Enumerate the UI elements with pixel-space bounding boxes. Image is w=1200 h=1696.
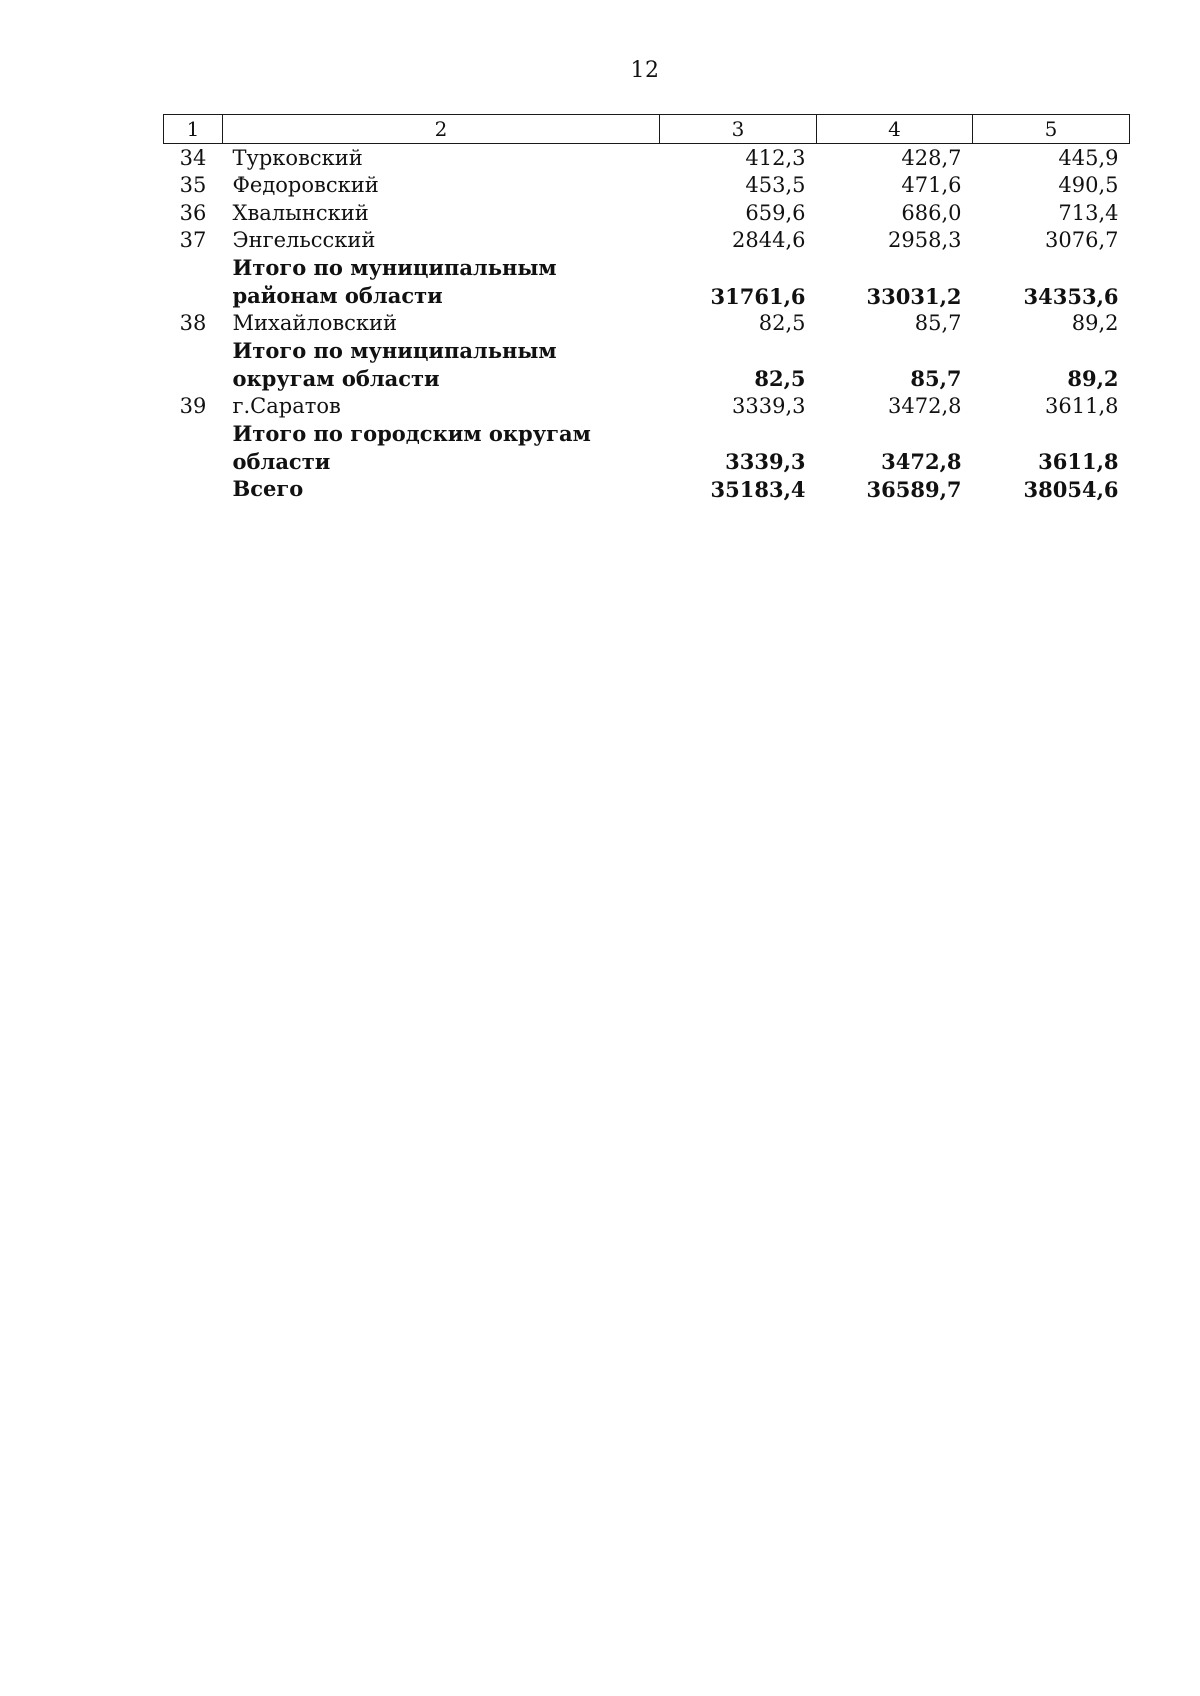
- row-value-col5: 713,4: [1058, 200, 1119, 225]
- table-row: [164, 172, 1130, 200]
- row-value-col4: 3472,8: [881, 449, 962, 475]
- table-header-row: [164, 115, 1130, 144]
- row-value-col5: 3611,8: [1045, 393, 1119, 418]
- row-value-col4: 85,7: [910, 366, 962, 392]
- row-number: 38: [179, 311, 207, 336]
- row-value-col3: 412,3: [745, 145, 806, 170]
- table-row: [164, 199, 1130, 227]
- subtotal-row-municipal-okrugs: [164, 337, 1130, 392]
- row-name: Итого по муниципальным округам области: [232, 338, 557, 391]
- row-value-col3: 82,5: [754, 366, 806, 392]
- row-value-col5: 3611,8: [1038, 449, 1119, 475]
- row-value-col4: 85,7: [914, 311, 962, 336]
- subtotal-row-districts: [164, 254, 1130, 309]
- row-number: 34: [179, 145, 207, 170]
- row-value-col3: 3339,3: [732, 393, 806, 418]
- row-value-col4: 33031,2: [866, 283, 962, 309]
- row-value-col4: 428,7: [901, 145, 962, 170]
- row-value-col5: 89,2: [1071, 311, 1119, 336]
- column-header-4: 4: [817, 115, 973, 144]
- row-value-col3: 35183,4: [710, 476, 806, 502]
- row-number: 35: [179, 173, 207, 198]
- row-value-col4: 3472,8: [888, 393, 962, 418]
- table-row: [164, 310, 1130, 338]
- column-header-1: 1: [164, 115, 223, 144]
- page-number: 12: [630, 58, 660, 83]
- row-value-col4: 2958,3: [888, 228, 962, 253]
- row-name: Хвалынский: [232, 200, 369, 225]
- row-value-col4: 686,0: [901, 200, 962, 225]
- row-value-col5: 490,5: [1058, 173, 1119, 198]
- data-table: [163, 114, 1130, 503]
- row-name: Энгельсский: [232, 228, 376, 253]
- row-number: [164, 420, 223, 475]
- row-number: 37: [179, 228, 207, 253]
- subtotal-row-city-okrugs: [164, 420, 1130, 475]
- row-value-col5: 3076,7: [1045, 228, 1119, 253]
- data-table-container: [163, 114, 1129, 503]
- row-value-col5: 38054,6: [1023, 476, 1119, 502]
- row-number: 39: [179, 393, 207, 418]
- grand-total-row: [164, 475, 1130, 503]
- table-row: [164, 227, 1130, 255]
- row-value-col3: 3339,3: [725, 449, 806, 475]
- column-header-3: 3: [660, 115, 817, 144]
- row-name: Всего: [232, 476, 304, 502]
- row-value-col4: 36589,7: [866, 476, 962, 502]
- row-value-col4: 471,6: [901, 173, 962, 198]
- row-number: 36: [179, 200, 207, 225]
- row-value-col3: 31761,6: [710, 283, 806, 309]
- row-value-col3: 453,5: [745, 173, 806, 198]
- row-name: Турковский: [232, 145, 363, 170]
- row-number: [164, 254, 223, 309]
- row-number: [164, 475, 223, 503]
- row-name: Итого по городским округам области: [232, 420, 591, 474]
- row-value-col3: 82,5: [758, 311, 806, 336]
- row-value-col3: 659,6: [745, 200, 806, 225]
- row-value-col3: 2844,6: [732, 228, 806, 253]
- row-value-col5: 34353,6: [1023, 283, 1119, 309]
- row-name: г.Саратов: [232, 393, 341, 418]
- table-row: [164, 392, 1130, 420]
- row-name: Федоровский: [232, 173, 379, 198]
- column-header-5: 5: [973, 115, 1130, 144]
- row-value-col5: 445,9: [1058, 145, 1119, 170]
- row-name: Итого по муниципальным районам области: [232, 255, 557, 308]
- table-row: [164, 144, 1130, 172]
- column-header-2: 2: [223, 115, 660, 144]
- row-value-col5: 89,2: [1067, 366, 1119, 392]
- row-name: Михайловский: [232, 311, 398, 336]
- row-number: [164, 337, 223, 392]
